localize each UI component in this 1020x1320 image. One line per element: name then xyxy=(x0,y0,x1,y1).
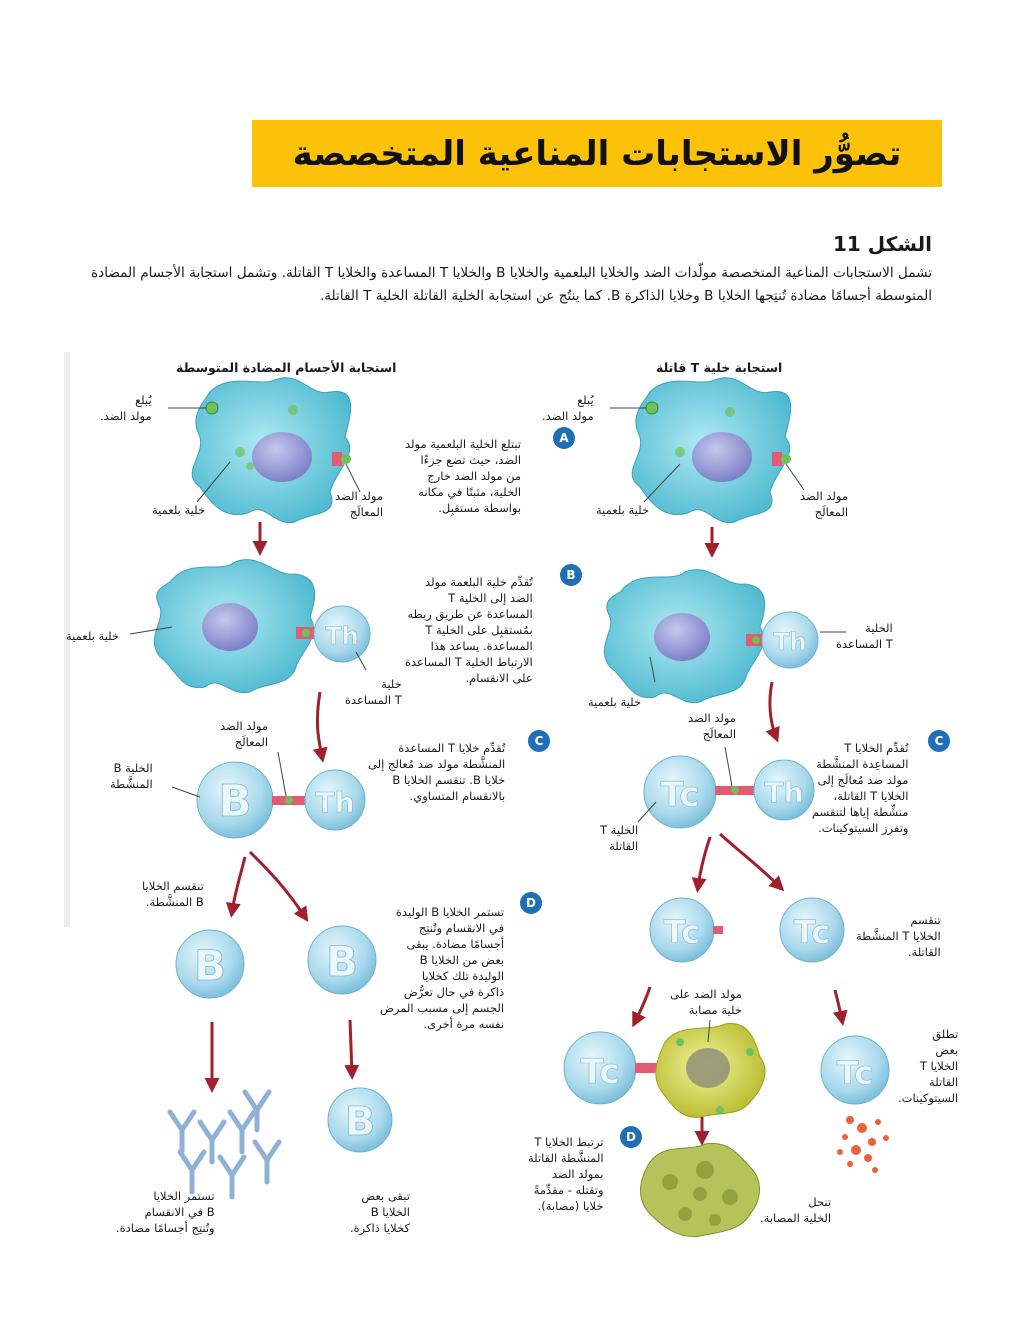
step-d-right-text: ترتبط الخلايا T المنشَّطة القاتلة بمولد الضد وتقتله - مقدِّمةً خلايا (مصابة). xyxy=(528,1135,604,1213)
label-phagocyte-left-mid: خلية بلعمية xyxy=(66,629,120,643)
phagocyte-left-mid xyxy=(154,560,316,693)
label-b-memory: تبقى بعض الخلايا B كخلايا ذاكرة. xyxy=(350,1189,410,1235)
label-tc-divide: تنقسم الخلايا T المنشَّطة القاتلة. xyxy=(856,913,941,959)
figure-caption: تشمل الاستجابات المناعية المتخصصة مولّدات الضد والخلايا البلعمية والخلايا B والخلايا T المساعدة والخلايا T القاتلة. وتشمل استجابة الأجسام المضادة المتوسطة أجسامًا مضادة تُنتِجها الخلايا B وخلايا الذاكرة B. كما ينتُج عن استجابة الخلية القاتلة الخلية T القاتلة. xyxy=(91,265,932,304)
cell-letter-tc: Tc xyxy=(836,1054,874,1092)
label-b-activated: الخلية B المنشَّطة xyxy=(110,761,153,791)
step-badge-c-right: C xyxy=(928,730,950,752)
cell-letter-tc: Tc xyxy=(660,775,700,815)
killer-t-cell-binding xyxy=(564,1032,659,1104)
label-engulf-right: يُبلع مولد الضد. xyxy=(542,393,594,423)
phagocyte-right-mid xyxy=(604,570,766,703)
cell-letter-th: Th xyxy=(773,628,807,656)
step-c-right-text: تُقدِّم الخلايا T المساعِدة المنشَّطة مولد ضد مُعالَج إلى الخلايا T القاتلة، منشِّطة إياها لتنقسم وتفرز السيتوكينات. xyxy=(812,741,909,835)
immune-response-diagram xyxy=(60,352,980,1252)
cell-letter-tc: Tc xyxy=(793,913,831,951)
step-badge-d-left: D xyxy=(520,892,542,914)
b-cell-memory xyxy=(328,1088,392,1152)
step-badge-c-left: C xyxy=(528,730,550,752)
step-a-text: تبتلع الخلية البلعمية مولد الضد، حيث تضع جزءًا من مولد الضد خارج الخلية، مثبتًا في مكانه بواسطة مستقبِل. xyxy=(405,437,522,515)
cell-letter-th: Th xyxy=(764,776,804,809)
label-tc-release: تطلق بعض الخلايا T القاتلة السيتوكينات. xyxy=(898,1027,959,1105)
infected-cell xyxy=(656,1024,765,1118)
label-phagocyte-left-top: خلية بلعمية xyxy=(152,503,206,517)
label-processed-right-2: مولد الضد المعالَج xyxy=(688,711,737,741)
helper-t-cell-right xyxy=(762,612,818,668)
step-b-text: تُقدِّم خلية البلعمة مولد الضد إلى الخلية T المساعدة عن طريق ربطه بمُستقبِل على الخلية T المساعدة. يساعد هذا الارتباط الخلية T المساعدة على الانقسام. xyxy=(405,575,533,685)
step-badge-b: B xyxy=(560,564,582,586)
cell-letter-b: B xyxy=(325,937,359,986)
phagocyte-left-top xyxy=(192,378,351,523)
killer-t-cell-daughter-1 xyxy=(650,898,723,962)
label-processed-left-2: مولد الضد المعالَج xyxy=(220,719,269,749)
title-banner xyxy=(252,120,942,187)
cell-letter-tc: Tc xyxy=(663,913,701,951)
label-killer-t: الخلية T القاتلة xyxy=(600,823,639,853)
step-c-left-text: تُقدِّم خلايا T المساعدة المنشَّطة مولد ضد مُعالج إلى خلايا B. تنقسم الخلايا B بالانقسام المتساوي. xyxy=(368,741,506,803)
killer-t-cell-cytokines xyxy=(821,1036,889,1173)
step-badge-a: A xyxy=(553,427,575,449)
step-badge-d-right: D xyxy=(620,1126,642,1148)
label-helper-right: الخلية T المساعدة xyxy=(836,621,893,651)
page-title: تصوُّر الاستجابات المناعية المتخصصة xyxy=(292,133,902,174)
killer-t-cell-daughter-2 xyxy=(780,898,844,962)
b-cell-daughter-2 xyxy=(308,926,376,994)
cell-letter-th: Th xyxy=(315,786,355,819)
step-d-left-text: تستمر الخلايا B الوليدة في الانقسام وتُنتِج أجسامًا مضادة. يبقى بعض من الخلايا B الوليدة تلك كخلايا ذاكرة في حال تعرُّض الجسم إلى مسبب المرض نفسه مرة أخرى. xyxy=(380,905,505,1031)
label-b-divide: تنقسم الخلايا B المنشَّطة. xyxy=(142,879,204,909)
label-processed-left: مولد الضد المعالَج xyxy=(335,489,384,519)
b-cell-daughter-1 xyxy=(176,930,244,998)
figure-label: الشكل 11 xyxy=(832,232,932,256)
dissolved-infected-cell xyxy=(641,1143,760,1236)
label-b-continue: تستمر الخلايا B في الانقسام وتُنتِج أجسامًا مضادة. xyxy=(116,1189,215,1235)
label-processed-right: مولد الضد المعالَج xyxy=(800,489,849,519)
label-phagocyte-right-mid: خلية بلعمية xyxy=(588,695,642,709)
cell-letter-b: B xyxy=(218,776,252,827)
label-antigen-infected: مولد الضد على خلية مصابة xyxy=(670,987,742,1017)
label-phagocyte-right-top: خلية بلعمية xyxy=(596,503,650,517)
helper-t-cell-left xyxy=(314,606,370,662)
b-cell-activated xyxy=(197,762,365,838)
label-engulf-left: يُبلع مولد الضد. xyxy=(100,393,152,423)
cell-letter-th: Th xyxy=(325,622,359,650)
column-heading-killer: استجابة خلية T قاتلة xyxy=(656,360,783,375)
cell-letter-b: B xyxy=(193,941,227,990)
phagocyte-right-top xyxy=(632,378,791,523)
antibodies xyxy=(170,1092,279,1197)
column-heading-antibody: استجابة الأجسام المضادة المتوسطة xyxy=(176,360,397,375)
cell-letter-tc: Tc xyxy=(580,1052,620,1092)
label-dissolve: تنحل الخلية المصابة. xyxy=(760,1195,832,1225)
label-helper-left: خلية T المساعدة xyxy=(345,677,402,707)
cell-letter-b: B xyxy=(344,1099,376,1145)
